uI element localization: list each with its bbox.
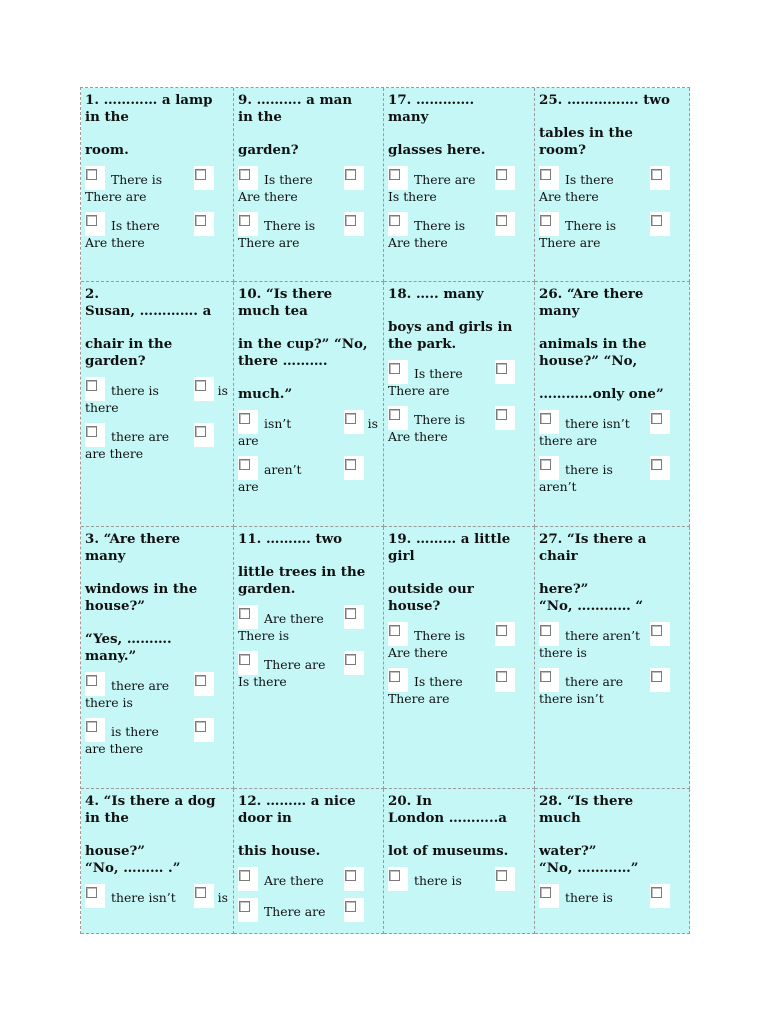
- answer-label: There are: [539, 235, 601, 250]
- answer-option-pair: [388, 622, 529, 661]
- spacer: [388, 827, 529, 843]
- answer-checkbox[interactable]: [195, 721, 206, 732]
- answer-label: There are: [238, 235, 300, 250]
- answer-label: are there: [85, 741, 144, 756]
- question-text: London ………..a: [388, 810, 507, 826]
- question-row: [81, 789, 690, 934]
- answer-checkbox[interactable]: [86, 721, 97, 732]
- answer-checkbox[interactable]: [195, 169, 206, 180]
- answer-option-pair: [238, 898, 378, 922]
- question-text: 28. “Is there: [539, 793, 634, 809]
- question-text: windows in the: [85, 581, 198, 597]
- answer-option-pair: [388, 212, 529, 251]
- answer-label: There is: [414, 628, 466, 643]
- answer-checkbox[interactable]: [195, 675, 206, 686]
- spacer: [85, 126, 228, 142]
- question-text: …………only one”: [539, 386, 664, 402]
- answer-label: there is: [414, 873, 462, 888]
- answer-checkbox[interactable]: [389, 409, 400, 420]
- question-text: in the: [85, 109, 129, 125]
- spacer: [388, 126, 529, 142]
- answer-checkbox[interactable]: [496, 671, 507, 682]
- answer-label: Is there: [565, 172, 614, 187]
- spacer: [539, 109, 684, 125]
- answer-checkbox[interactable]: [389, 363, 400, 374]
- question-card: [81, 789, 234, 934]
- answer-label: There is: [565, 218, 617, 233]
- question-text: animals in the: [539, 336, 647, 352]
- answer-label: there aren’t: [565, 628, 641, 643]
- answer-label: are there: [85, 446, 144, 461]
- question-text: many.”: [85, 648, 137, 664]
- answer-checkbox[interactable]: [389, 169, 400, 180]
- answer-label: There is: [264, 218, 316, 233]
- question-text: much tea: [238, 303, 308, 319]
- answer-label: There are: [388, 383, 450, 398]
- question-text: 20. In: [388, 793, 432, 809]
- question-text: house?” “No,: [539, 353, 638, 369]
- spacer: [85, 615, 228, 631]
- answer-option-pair: [85, 166, 228, 205]
- question-row: [81, 282, 690, 527]
- answer-option-pair: [238, 867, 378, 891]
- answer-checkbox[interactable]: [496, 169, 507, 180]
- answer-label: Is there: [414, 366, 463, 381]
- question-text: “No, ……… .”: [85, 860, 181, 876]
- answer-checkbox[interactable]: [651, 671, 662, 682]
- question-text: 19. ……… a little: [388, 531, 511, 547]
- spacer: [238, 827, 378, 843]
- question-card: [81, 527, 234, 789]
- answer-label: Are there: [264, 873, 324, 888]
- question-text: 25. ……………. two: [539, 92, 670, 108]
- question-text: “No, ………… “: [539, 598, 644, 614]
- answer-label-tail: is: [367, 416, 378, 431]
- answer-option-pair: [85, 377, 228, 416]
- answer-label: are: [238, 433, 259, 448]
- answer-label: there are: [111, 678, 170, 693]
- answer-checkbox[interactable]: [540, 215, 551, 226]
- answer-label: There are: [414, 172, 476, 187]
- question-text: glasses here.: [388, 142, 486, 158]
- question-card: [234, 789, 384, 934]
- question-text: 1. ………… a lamp: [85, 92, 213, 108]
- answer-checkbox[interactable]: [496, 870, 507, 881]
- spacer: [85, 827, 228, 843]
- question-card: [535, 282, 690, 527]
- question-text: water?”: [539, 843, 597, 859]
- answer-label: there are: [539, 433, 598, 448]
- question-text: room?: [539, 142, 586, 158]
- answer-checkbox[interactable]: [239, 459, 250, 470]
- question-card: [384, 527, 535, 789]
- answer-label: Are there: [238, 189, 298, 204]
- question-card: [81, 282, 234, 527]
- answer-option-pair: [539, 410, 684, 449]
- answer-label: Is there: [264, 172, 313, 187]
- answer-option-pair: [539, 668, 684, 707]
- answer-option-pair: [388, 867, 529, 891]
- question-text: 11. ………. two: [238, 531, 343, 547]
- question-card: [535, 527, 690, 789]
- answer-checkbox[interactable]: [86, 380, 97, 391]
- answer-checkbox[interactable]: [239, 608, 250, 619]
- answer-label: aren’t: [539, 479, 577, 494]
- question-text: tables in the: [539, 125, 633, 141]
- answer-checkbox[interactable]: [496, 625, 507, 636]
- answer-checkbox[interactable]: [195, 426, 206, 437]
- question-card: [234, 527, 384, 789]
- answer-label: Are there: [388, 235, 448, 250]
- answer-checkbox[interactable]: [239, 169, 250, 180]
- answer-option-pair: [539, 166, 684, 205]
- question-card: [384, 789, 535, 934]
- answer-checkbox[interactable]: [540, 887, 551, 898]
- question-text: “Yes, ……….: [85, 631, 172, 647]
- question-card: [384, 282, 535, 527]
- spacer: [238, 320, 378, 336]
- answer-option-pair: [539, 884, 684, 908]
- answer-checkbox[interactable]: [496, 215, 507, 226]
- spacer: [85, 565, 228, 581]
- answer-label: aren’t: [264, 462, 302, 477]
- answer-checkbox[interactable]: [195, 380, 206, 391]
- answer-checkbox[interactable]: [345, 608, 356, 619]
- answer-label-tail: is: [217, 383, 228, 398]
- question-card: [81, 88, 234, 282]
- question-card: [535, 88, 690, 282]
- answer-checkbox[interactable]: [239, 654, 250, 665]
- answer-label: Is there: [414, 674, 463, 689]
- question-text: door in: [238, 810, 292, 826]
- answer-checkbox[interactable]: [389, 625, 400, 636]
- question-text: 10. “Is there: [238, 286, 333, 302]
- question-text: the park.: [388, 336, 457, 352]
- answer-label: Are there: [388, 429, 448, 444]
- answer-checkbox[interactable]: [389, 671, 400, 682]
- answer-label: isn’t: [264, 416, 292, 431]
- answer-label: Is there: [111, 218, 160, 233]
- exercise-grid: [80, 87, 690, 934]
- answer-label: there is: [85, 695, 133, 710]
- question-text: much: [539, 810, 581, 826]
- answer-label: is there: [111, 724, 159, 739]
- answer-label: there are: [565, 674, 624, 689]
- answer-checkbox[interactable]: [651, 413, 662, 424]
- question-text: “No, …………”: [539, 860, 639, 876]
- spacer: [238, 548, 378, 564]
- question-text: this house.: [238, 843, 321, 859]
- answer-checkbox[interactable]: [345, 901, 356, 912]
- answer-checkbox[interactable]: [345, 870, 356, 881]
- question-text: lot of museums.: [388, 843, 509, 859]
- answer-label: Are there: [85, 235, 145, 250]
- question-text: garden.: [238, 581, 296, 597]
- answer-label: there are: [111, 429, 170, 444]
- question-text: 27. “Is there a: [539, 531, 647, 547]
- question-text: 9. ………. a man: [238, 92, 353, 108]
- question-text: much.”: [238, 386, 293, 402]
- question-text: 17. ………….: [388, 92, 475, 108]
- answer-label: there: [85, 400, 119, 415]
- spacer: [388, 565, 529, 581]
- answer-option-pair: [85, 212, 228, 251]
- spacer: [238, 126, 378, 142]
- question-row: [81, 527, 690, 789]
- question-text: 18. ….. many: [388, 286, 484, 302]
- answer-label: there is: [565, 462, 613, 477]
- answer-label: there isn’t: [111, 890, 176, 905]
- answer-label: there is: [565, 890, 613, 905]
- answer-checkbox[interactable]: [345, 215, 356, 226]
- question-text: here?”: [539, 581, 589, 597]
- spacer: [539, 565, 684, 581]
- answer-checkbox[interactable]: [389, 215, 400, 226]
- answer-label: Is there: [238, 674, 287, 689]
- question-text: chair: [539, 548, 578, 564]
- spacer: [388, 303, 529, 319]
- answer-option-pair: [85, 884, 228, 908]
- answer-label: There is: [414, 218, 466, 233]
- answer-label-tail: is: [217, 890, 228, 905]
- answer-option-pair: [85, 672, 228, 711]
- spacer: [85, 320, 228, 336]
- answer-checkbox[interactable]: [651, 459, 662, 470]
- answer-label: Are there: [264, 611, 324, 626]
- question-text: 2.: [85, 286, 99, 302]
- answer-checkbox[interactable]: [496, 409, 507, 420]
- answer-checkbox[interactable]: [540, 459, 551, 470]
- question-text: 12. ……… a nice: [238, 793, 356, 809]
- question-text: house?”: [85, 598, 146, 614]
- answer-option-pair: [238, 212, 378, 251]
- answer-checkbox[interactable]: [239, 901, 250, 912]
- answer-option-pair: [238, 456, 378, 495]
- answer-checkbox[interactable]: [345, 459, 356, 470]
- question-text: many: [85, 548, 126, 564]
- question-text: garden?: [238, 142, 299, 158]
- spacer: [539, 827, 684, 843]
- question-text: room.: [85, 142, 129, 158]
- answer-label: There is: [111, 172, 163, 187]
- question-text: in the: [238, 109, 282, 125]
- answer-checkbox[interactable]: [239, 870, 250, 881]
- question-row: [81, 88, 690, 282]
- question-text: 4. “Is there a dog: [85, 793, 216, 809]
- answer-label: there is: [539, 645, 587, 660]
- question-card: [535, 789, 690, 934]
- answer-checkbox[interactable]: [86, 426, 97, 437]
- question-text: many: [388, 109, 429, 125]
- answer-checkbox[interactable]: [389, 870, 400, 881]
- question-text: boys and girls in: [388, 319, 513, 335]
- question-text: in the: [85, 810, 129, 826]
- answer-option-pair: [238, 651, 378, 690]
- spacer: [238, 370, 378, 386]
- answer-checkbox[interactable]: [86, 887, 97, 898]
- answer-checkbox[interactable]: [496, 363, 507, 374]
- answer-checkbox[interactable]: [345, 654, 356, 665]
- answer-checkbox[interactable]: [239, 215, 250, 226]
- question-text: outside our: [388, 581, 474, 597]
- answer-option-pair: [85, 718, 228, 757]
- answer-checkbox[interactable]: [86, 215, 97, 226]
- question-text: 3. “Are there: [85, 531, 181, 547]
- question-text: house?”: [85, 843, 146, 859]
- answer-checkbox[interactable]: [540, 625, 551, 636]
- question-card: [234, 88, 384, 282]
- question-text: 26. “Are there: [539, 286, 644, 302]
- answer-label: There is: [414, 412, 466, 427]
- answer-checkbox[interactable]: [651, 169, 662, 180]
- answer-label: Are there: [539, 189, 599, 204]
- answer-checkbox[interactable]: [651, 215, 662, 226]
- answer-label: Are there: [388, 645, 448, 660]
- answer-checkbox[interactable]: [540, 671, 551, 682]
- question-text: in the cup?” “No,: [238, 336, 368, 352]
- answer-checkbox[interactable]: [345, 169, 356, 180]
- answer-option-pair: [238, 166, 378, 205]
- answer-option-pair: [388, 406, 529, 445]
- answer-checkbox[interactable]: [540, 169, 551, 180]
- answer-option-pair: [539, 212, 684, 251]
- answer-checkbox[interactable]: [195, 887, 206, 898]
- spacer: [539, 320, 684, 336]
- answer-label: there isn’t: [565, 416, 630, 431]
- answer-option-pair: [238, 410, 378, 449]
- question-text: Susan, …………. a: [85, 303, 212, 319]
- answer-checkbox[interactable]: [86, 675, 97, 686]
- question-text: many: [539, 303, 580, 319]
- answer-checkbox[interactable]: [540, 413, 551, 424]
- answer-label: there isn’t: [539, 691, 604, 706]
- answer-label: There are: [85, 189, 147, 204]
- answer-checkbox[interactable]: [86, 169, 97, 180]
- answer-label: Is there: [388, 189, 437, 204]
- question-text: house?: [388, 598, 441, 614]
- question-text: garden?: [85, 353, 146, 369]
- answer-option-pair: [238, 605, 378, 644]
- answer-label: There are: [264, 657, 326, 672]
- answer-label: There are: [264, 904, 326, 919]
- question-card: [234, 282, 384, 527]
- question-text: chair in the: [85, 336, 173, 352]
- answer-checkbox[interactable]: [651, 625, 662, 636]
- answer-checkbox[interactable]: [195, 215, 206, 226]
- question-text: girl: [388, 548, 415, 564]
- answer-label: There are: [388, 691, 450, 706]
- answer-label: there is: [111, 383, 159, 398]
- question-text: little trees in the: [238, 564, 366, 580]
- answer-checkbox[interactable]: [239, 413, 250, 424]
- answer-option-pair: [388, 360, 529, 399]
- answer-label: There is: [238, 628, 290, 643]
- answer-checkbox[interactable]: [651, 887, 662, 898]
- spacer: [539, 370, 684, 386]
- answer-checkbox[interactable]: [345, 413, 356, 424]
- answer-label: are: [238, 479, 259, 494]
- answer-option-pair: [388, 668, 529, 707]
- answer-option-pair: [388, 166, 529, 205]
- answer-option-pair: [85, 423, 228, 462]
- answer-option-pair: [539, 456, 684, 495]
- question-text: there ……….: [238, 353, 328, 369]
- question-card: [384, 88, 535, 282]
- answer-option-pair: [539, 622, 684, 661]
